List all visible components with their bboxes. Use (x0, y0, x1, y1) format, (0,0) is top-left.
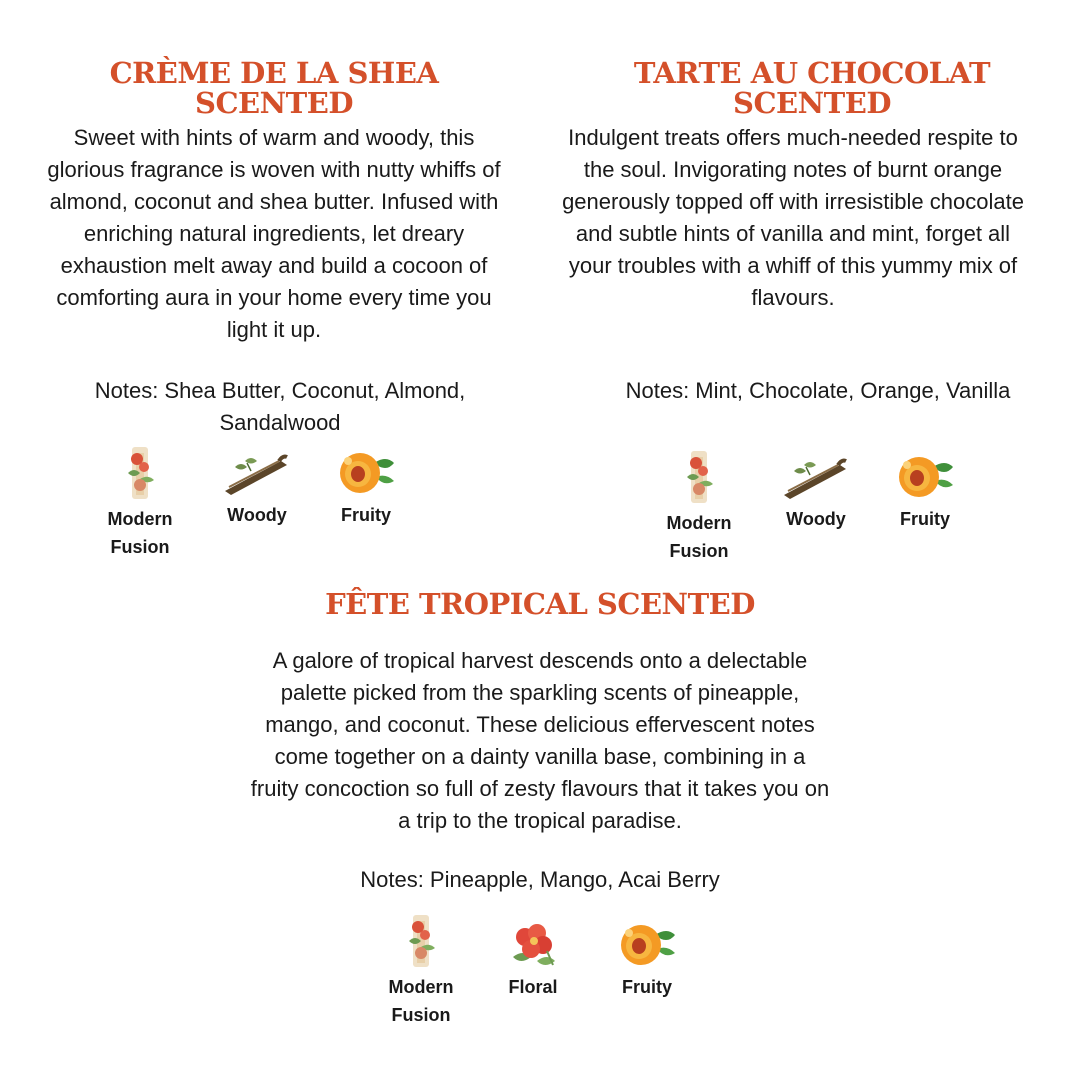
scent-category-fruity (592, 919, 702, 1001)
scent-category-label: Fruity (621, 977, 672, 997)
product-description: Indulgent treats offers much-needed respite to the soul. Invigorating notes of burnt orange generously topped off with irresistible chocolate and subtle hints of vanilla and mint, forget all your troubles with a whiff of this yummy mix of flavours. (562, 125, 1024, 310)
scent-category-woody (202, 447, 312, 529)
fruity-icon (334, 447, 398, 497)
scent-category-modern-fusion (366, 913, 476, 1029)
modern-fusion-icon (110, 445, 170, 501)
product-notes: Notes: Pineapple, Mango, Acai Berry (360, 867, 720, 892)
scent-category-woody (761, 451, 871, 533)
scent-category-label: Modern Fusion (388, 977, 454, 1025)
modern-fusion-icon (669, 449, 729, 505)
woody-icon (780, 451, 852, 501)
scent-category-floral (478, 917, 588, 1001)
scent-category-fruity (311, 447, 421, 529)
floral-icon (503, 917, 563, 969)
scent-category-label: Woody (227, 505, 287, 525)
product-title: FÊTE TROPICAL SCENTED (325, 587, 755, 621)
scent-category-modern-fusion (644, 449, 754, 565)
woody-icon (221, 447, 293, 497)
fruity-icon (893, 451, 957, 501)
product-notes: Notes: Mint, Chocolate, Orange, Vanilla (625, 378, 1011, 403)
scent-category-modern-fusion (85, 445, 195, 561)
product-description: Sweet with hints of warm and woody, this glorious fragrance is woven with nutty whiffs of almond, coconut and shea butter. Infused with enriching natural ingredients, let dreary exhaustion melt away and build a cocoon of comforting aura in your home every time you light it up. (47, 125, 501, 342)
product-description: A galore of tropical harvest descends onto a delectable palette picked from the sparkling scents of pineapple, mango, and coconut. These delicious effervescent notes come together on a dainty vanilla base, combining in a fruity concoction so full of zesty flavours that it takes you on a trip to the tropical paradise. (250, 648, 830, 833)
modern-fusion-icon (391, 913, 451, 969)
product-title: CRÈME DE LA SHEA SCENTED (109, 56, 439, 120)
scent-category-label: Woody (786, 509, 846, 529)
product-title: TARTE AU CHOCOLAT SCENTED (633, 56, 991, 120)
product-notes: Notes: Shea Butter, Coconut, Almond, Sandalwood (94, 378, 466, 435)
scent-category-label: Floral (508, 977, 558, 997)
fruity-icon (615, 919, 679, 969)
scent-category-label: Modern Fusion (666, 513, 732, 561)
scent-category-fruity (870, 451, 980, 533)
scent-category-label: Modern Fusion (107, 509, 173, 557)
scent-category-label: Fruity (899, 509, 950, 529)
scent-category-label: Fruity (340, 505, 391, 525)
